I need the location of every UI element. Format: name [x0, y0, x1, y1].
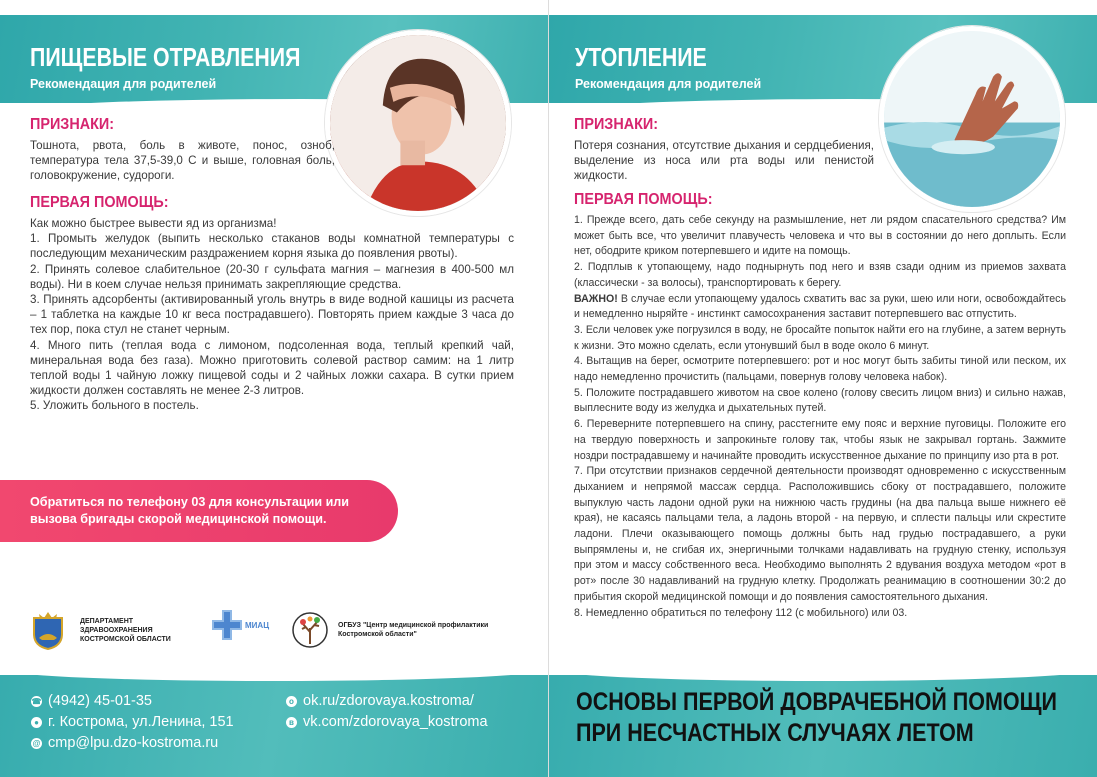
first-aid-heading: ПЕРВАЯ ПОМОЩЬ: [574, 191, 713, 208]
signs-heading: ПРИЗНАКИ: [30, 116, 115, 133]
phone-icon: ☎ [31, 696, 42, 706]
callout-text: Обратиться по телефону 03 для консультации или вызова бригады скорой медицинской помощи. [30, 495, 350, 526]
first-aid-item: 3. Принять адсорбенты (активированный уголь внутрь в виде водной кашицы из расчета – 1 таблетка на каждые 10 кг веса пострадавшего). Повторять прием каждые 3 часа до тех пор, пока стул не станет черным. [30, 293, 514, 337]
ok-link-text[interactable]: ok.ru/zdorovaya.kostroma/ [303, 693, 474, 709]
logo-prevention-center-text: ОГБУЗ "Центр медицинской профилактики Костромской области" [338, 622, 489, 638]
page-subtitle: Рекомендация для родителей [575, 77, 762, 91]
logo-prevention-center [292, 610, 518, 650]
vk-icon: в [286, 717, 297, 728]
signs-text: Потеря сознания, отсутствие дыхания и сердцебиения, выделение из носа или рта воды или пенистой жидкости. [574, 139, 874, 183]
first-aid-item: 1. Промыть желудок (выпить несколько стаканов воды комнатной температуры с последующим механическим раздражением корня языка до появления рвоты). [30, 232, 514, 261]
tree-logo-icon [292, 610, 328, 650]
first-aid-item: 7. При отсутствии признаков сердечной деятельности производят одновременно с искусственным дыханием и непрямой массаж сердца. Расположившись сбоку от пострадавшего, положите выпуклую часть ладони одной руки на нижнюю часть грудины (на два пальца выше нижнего её края), не касаясь пальцами тела, а ладонь второй - на первую, и сплести пальцы или скрестите ладони. Плечи оказывающего помощь должны быть над грудью пострадавшего, а руки выпрямлены и, не сгибая их, энергичными толчками надавливать на грудную стенку, используя при этом и массу собственного веса. Необходимо выполнять 2 вдувания воздуха методом «рот в рот» после 30 надавливаний на грудную клетку. Продолжать реанимацию в соотношении 30:2 до прибытия скорой медицинской помощи и до появления самостоятельного дыхания. [574, 465, 1066, 603]
email-text[interactable]: cmp@lpu.dzo-kostroma.ru [48, 735, 219, 751]
email-contact[interactable] [31, 735, 218, 751]
first-aid-item: Как можно быстрее вывести яд из организма! [30, 217, 277, 230]
logos-row [30, 610, 530, 660]
first-aid-heading: ПЕРВАЯ ПОМОЩЬ: [30, 194, 169, 211]
first-aid-item: 4. Много пить (теплая вода с лимоном, подсоленная вода, теплый крепкий чай, минеральная вода без газа). Можно приготовить солевой раствор самим: на 1 литр теплой воды 1 чайную ложку пищевой соды и 2 чайных ложки сахара. В сутки прием жидкости должен составлять не менее 2-3 литров. [30, 338, 514, 398]
phone-contact [31, 693, 152, 709]
woman-headache-photo [325, 30, 511, 216]
first-aid-list [574, 213, 1066, 621]
phone-text: (4942) 45-01-35 [48, 693, 152, 709]
vk-link-text[interactable]: vk.com/zdorovaya_kostroma [303, 714, 488, 730]
warning-label: ВАЖНО! [574, 292, 618, 305]
page-title: ПИЩЕВЫЕ ОТРАВЛЕНИЯ [30, 42, 301, 72]
drowning-hand-photo [879, 26, 1065, 212]
miac-cross-icon [212, 610, 242, 640]
ok-link[interactable] [286, 693, 474, 709]
address-contact [31, 714, 234, 730]
first-aid-warning [574, 292, 1066, 323]
first-aid-item: 8. Немедленно обратиться по телефону 112 (с мобильного) или 03. [574, 606, 908, 619]
footer-title-line-1: ОСНОВЫ ПЕРВОЙ ДОВРАЧЕБНОЙ ПОМОЩИ [576, 688, 1057, 716]
first-aid-item: 5. Положите пострадавшего животом на свое колено (голову свесить лицом вниз) и сильно нажав, выплесните воду из желудка и дыхательных путей. [574, 386, 1066, 415]
first-aid-item: 1. Прежде всего, дать себе секунду на размышление, нет ли рядом спасательного средства? Им может быть все, что увеличит плавучесть человека и что вы в состоянии до него доплыть. Если нет, ободрите криком потерпевшего и идите на помощь. [574, 214, 1066, 258]
address-text: г. Кострома, ул.Ленина, 151 [48, 714, 234, 730]
warning-text: В случае если утопающему удалось схватить вас за руки, шею или ноги, освобождайтесь и немедленно ныряйте - инстинкт самосохранения заставит потерпевшего вас отпустить. [574, 292, 1066, 321]
first-aid-item: 5. Уложить больного в постель. [30, 399, 199, 413]
signs-text: Тошнота, рвота, боль в животе, понос, озноб, температура тела 37,5-39,0 С и выше, головная боль, головокружение, судороги. [30, 139, 335, 183]
vk-link[interactable] [286, 714, 488, 730]
logo-miac [212, 610, 269, 640]
logo-health-department-text: ДЕПАРТАМЕНТ ЗДРАВООХРАНЕНИЯ КОСТРОМСКОЙ ОБЛАСТИ [80, 617, 171, 643]
first-aid-item: 3. Если человек уже погрузился в воду, не бросайте попыток найти его на глубине, а затем вернуть к жизни. Это можно сделать, если утонувший был в воде около 6 минут. [574, 323, 1066, 352]
signs-heading: ПРИЗНАКИ: [574, 116, 659, 133]
logo-miac-text: МИАЦ [245, 620, 270, 630]
first-aid-list [30, 216, 514, 414]
left-panel [0, 0, 548, 777]
footer-band [0, 675, 548, 777]
page-subtitle: Рекомендация для родителей [30, 77, 217, 91]
call-callout [0, 480, 398, 542]
odnoklassniki-icon: o [286, 696, 297, 707]
first-aid-item: 6. Переверните потерпевшего на спину, расстегните ему пояс и верхние пуговицы. Положите его на твердую поверхность и запрокиньте голову так, чтобы язык не закрывал гортань. Зажмите ноздри пострадавшему и начинайте проводить искусственное дыхание по принципу изо рта в рот. [574, 418, 1066, 462]
footer-title-line-2: ПРИ НЕСЧАСТНЫХ СЛУЧАЯХ ЛЕТОМ [576, 719, 974, 747]
location-pin-icon: ● [31, 717, 42, 728]
hand-in-water-icon [884, 31, 1060, 207]
footer-title [576, 687, 1057, 749]
page-title: УТОПЛЕНИЕ [575, 42, 707, 72]
right-panel [549, 0, 1097, 777]
woman-photo-icon [330, 35, 506, 211]
footer-band [549, 675, 1097, 777]
first-aid-item: 2. Принять солевое слабительное (20-30 г сульфата магния – магнезия в 400-500 мл воды). Ни в коем случае нельзя принимать закрепляющие средства. [30, 262, 514, 291]
first-aid-item: 2. Подплыв к утопающему, надо поднырнуть под него и взяв сзади одним из приемов захвата (классически - за волосы), транспортировать к берегу. [574, 261, 1066, 289]
email-icon: @ [32, 738, 41, 748]
first-aid-item: 4. Вытащив на берег, осмотрите потерпевшего: рот и нос могут быть забиты тиной или песком, их надо немедленно прочистить (пальцами, повернув голову человека набок). [574, 355, 1066, 384]
logo-health-department [30, 610, 190, 650]
coat-of-arms-icon [30, 610, 66, 650]
